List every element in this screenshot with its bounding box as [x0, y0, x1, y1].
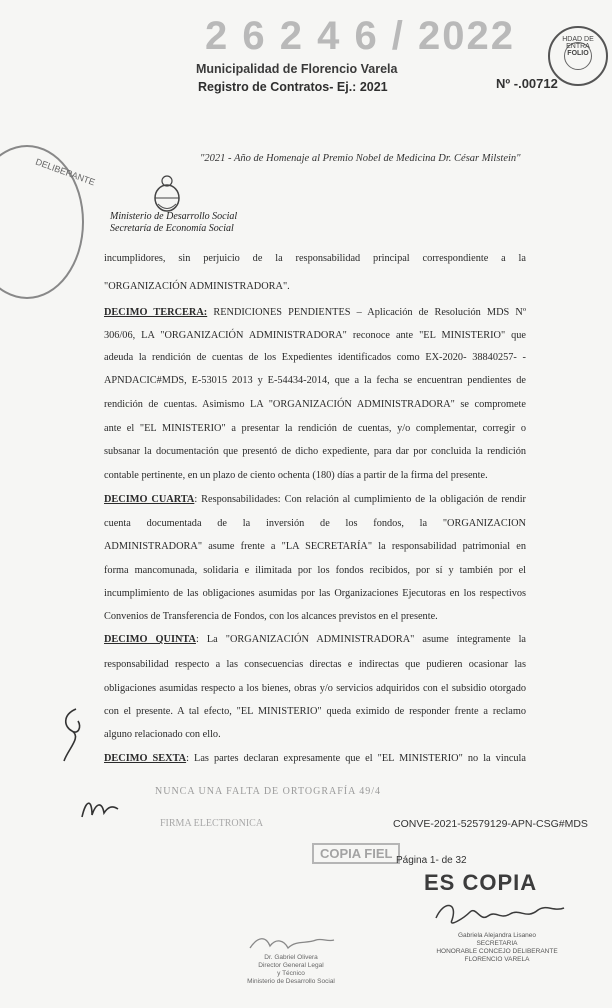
council-seal: [0, 145, 97, 299]
body-line: rendición de cuentas. Asimismo LA "ORGANIZACIÓN ADMINISTRADORA" se compromete: [104, 399, 526, 410]
certifier-body: HONORABLE CONCEJO DELIBERANTE: [436, 948, 558, 955]
copia-fiel-stamp: COPIA FIEL: [312, 843, 400, 864]
national-emblem-icon: [150, 173, 184, 213]
faint-signature-label: FIRMA ELECTRONICA: [160, 818, 264, 829]
certifier-city: FLORENCIO VARELA: [464, 956, 530, 963]
council-seal-text: DELIBERANTE: [34, 156, 97, 188]
handwritten-signature: [430, 898, 570, 932]
body-line: incumplimiento de las obligaciones asumidas por las Organizaciones Ejecutoras en los respectivos: [104, 588, 526, 599]
clause-title: DECIMO QUINTA: [104, 634, 196, 645]
folio-stamp-top-text: HDAD DE ENTRA: [562, 36, 594, 50]
body-line: cuenta documentada de la inversión de los fondos, la "ORGANIZACION: [104, 518, 526, 529]
official-ministry: Ministerio de Desarrollo Social: [247, 978, 335, 985]
body-line: Convenios de Transferencia de Fondos, con los alcances previstos en el presente.: [104, 611, 438, 622]
handwritten-signature: [246, 932, 336, 956]
handwritten-initial-mark: [58, 705, 88, 765]
certifier-role: SECRETARIA: [476, 940, 518, 947]
registry-line: Registro de Contratos- Ej.: 2021: [198, 80, 388, 94]
body-line: forma mancomunada, solidaria e ilimitada por los fondos recibidos, por sí y también por el: [104, 565, 526, 576]
official-role-2: y Técnico: [277, 970, 305, 977]
body-line: alguno relacionado con ello.: [104, 729, 221, 740]
ministry-line: Ministerio de Desarrollo Social: [110, 211, 238, 222]
body-line: incumplidores, sin perjuicio de la responsabilidad principal correspondiente a la: [104, 253, 526, 264]
faint-overprint-text: NUNCA UNA FALTA DE ORTOGRAFÍA 49/4: [155, 786, 382, 797]
body-line: "ORGANIZACIÓN ADMINISTRADORA".: [104, 281, 290, 292]
secretariat-line: Secretaría de Economía Social: [110, 223, 234, 234]
clause-14-first-line: [104, 494, 526, 505]
registry-number: Nº -.00712: [496, 76, 558, 91]
year-motto: "2021 - Año de Homenaje al Premio Nobel de Medicina Dr. César Milstein": [200, 153, 521, 164]
clause-text: : Responsabilidades: Con relación al cumplimiento de la obligación de rendir: [194, 494, 526, 505]
clause-16-first-line: [104, 753, 526, 764]
body-line: responsabilidad respecto a las consecuencias directas e indirectas que pudieren ocasionar las: [104, 659, 526, 670]
body-line: subsanar la documentación que presentó de dicho expediente, para dar por concluida la rendición: [104, 446, 526, 457]
clause-15-first-line: [104, 634, 526, 645]
official-name: Dr. Gabriel Olivera: [264, 954, 318, 961]
clause-text: : La "ORGANIZACIÓN ADMINISTRADORA" asume íntegramente la: [195, 634, 526, 645]
body-line: contable pertinente, en un plazo de ciento ochenta (180) días a partir de la firma del presente.: [104, 470, 488, 481]
document-code: CONVE-2021-52579129-APN-CSG#MDS: [393, 818, 588, 830]
body-line: con el presente. A tal efecto, "EL MINISTERIO" queda eximido de responder frente a reclamo: [104, 706, 526, 717]
body-line: 306/06, LA "ORGANIZACIÓN ADMINISTRADORA" reconoce ante "EL MINISTERIO" que: [104, 330, 526, 341]
clause-13-first-line: [104, 307, 526, 318]
file-number-stamp: 2 6 2 4 6 / 2022: [205, 14, 516, 58]
body-line: ADMINISTRADORA" asume frente a "LA SECRETARÍA" la responsabilidad patrimonial en: [104, 541, 526, 552]
clause-title: DECIMO SEXTA: [104, 753, 187, 764]
clause-title: DECIMO CUARTA: [104, 494, 195, 505]
official-signature-block: [236, 954, 346, 986]
body-line: adeuda la rendición de cuentas de los Expedientes identificados como EX-2020- 38840257- -: [104, 352, 526, 363]
certifier-stamp: [432, 932, 562, 964]
body-line: APNDACIC#MDS, E-53015 2013 y E-54434-2014, que a la fecha se encuentran pendientes de: [104, 375, 526, 386]
es-copia-stamp: ES COPIA: [424, 870, 538, 895]
body-line: ante el "EL MINISTERIO" a presentar la rendición de cuentas, y/o complementar, corregir o: [104, 423, 526, 434]
folio-stamp-label: FOLIO: [567, 50, 589, 57]
clause-text: : Las partes declaran expresamente que el "EL MINISTERIO" no la vincula: [186, 753, 526, 764]
handwritten-initial-mark: [78, 795, 122, 825]
clause-text: RENDICIONES PENDIENTES – Aplicación de Resolución MDS Nº: [213, 307, 527, 318]
body-line: obligaciones asumidas respecto a los bienes, obras y/o servicios adquiridos con el subsidio otorgado: [104, 683, 526, 694]
folio-stamp: [548, 26, 608, 86]
official-role: Director General Legal: [258, 962, 324, 969]
ministry-heading: [110, 211, 237, 235]
certifier-name: Gabriela Alejandra Lisaneo: [457, 932, 537, 939]
page-number: Página 1- de 32: [396, 855, 467, 866]
municipality-line: Municipalidad de Florencio Varela: [196, 62, 398, 76]
clause-title: DECIMO TERCERA:: [104, 307, 208, 318]
